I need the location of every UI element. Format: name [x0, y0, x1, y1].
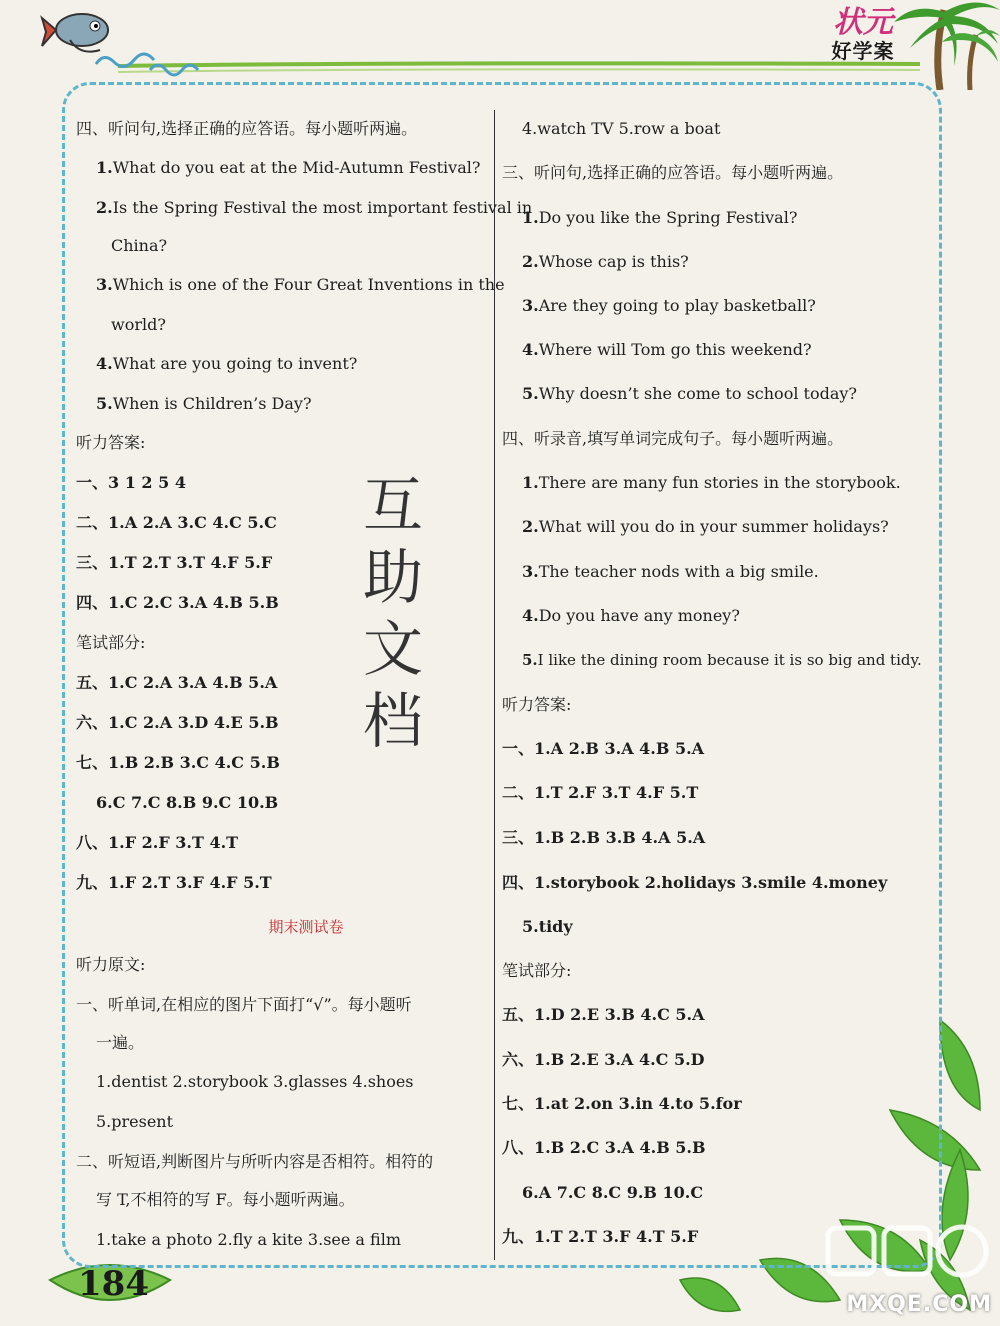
question-item: 1.What do you eat at the Mid-Autumn Festival?: [96, 158, 481, 177]
answer-row: 6.A 7.C 8.C 9.B 10.C: [522, 1183, 704, 1202]
answer-row: 五、1.C 2.A 3.A 4.B 5.A: [76, 673, 278, 692]
question-item: 3.Are they going to play basketball?: [522, 296, 816, 315]
question-item: 1.Do you like the Spring Festival?: [522, 208, 798, 227]
answer-row: 一、3 1 2 5 4: [76, 473, 186, 492]
final-test-title: 期末测试卷: [268, 918, 344, 936]
answer-row: 七、1.B 2.B 3.C 4.C 5.B: [76, 753, 280, 772]
phrase-list: 4.watch TV 5.row a boat: [522, 119, 721, 138]
phrase-list: 1.take a photo 2.fly a kite 3.see a film: [96, 1230, 402, 1249]
sentence-item: 4.Do you have any money?: [522, 606, 740, 625]
written-heading: 笔试部分:: [76, 633, 146, 652]
answer-row: 五、1.D 2.E 3.B 4.C 5.A: [502, 1005, 705, 1024]
answer-row: 四、1.C 2.C 3.A 4.B 5.B: [76, 593, 279, 612]
fish-mascot-icon: [42, 14, 108, 52]
section-heading: 一、听单词,在相应的图片下面打“√”。每小题听: [76, 995, 412, 1014]
answer-row: 三、1.B 2.B 3.B 4.A 5.A: [502, 828, 706, 847]
answer-row: 二、1.A 2.A 3.C 4.C 5.C: [76, 513, 277, 532]
answer-row: 七、1.at 2.on 3.in 4.to 5.for: [502, 1094, 742, 1113]
section-heading: 四、听录音,填写单词完成句子。每小题听两遍。: [502, 429, 844, 448]
question-item: 4.What are you going to invent?: [96, 354, 358, 373]
section-heading: 四、听问句,选择正确的应答语。每小题听两遍。: [76, 119, 418, 138]
section-heading: 二、听短语,判断图片与所听内容是否相符。相符的: [76, 1152, 434, 1171]
question-item: 3.Which is one of the Four Great Inventions in the: [96, 275, 505, 294]
word-list: 1.dentist 2.storybook 3.glasses 4.shoes: [96, 1072, 414, 1091]
sentence-item: 3.The teacher nods with a big smile.: [522, 562, 819, 581]
sentence-item: 5.I like the dining room because it is so big and tidy.: [522, 651, 922, 669]
answer-row: 6.C 7.C 8.B 9.C 10.B: [96, 793, 279, 812]
watermark-text: MXQE.COM: [846, 1292, 992, 1317]
answer-row: 八、1.F 2.F 3.T 4.T: [76, 833, 239, 852]
answer-row: 一、1.A 2.B 3.A 4.B 5.A: [502, 739, 705, 758]
answer-row: 二、1.T 2.F 3.T 4.F 5.T: [502, 783, 699, 802]
sentence-item: 2.What will you do in your summer holidays?: [522, 517, 889, 536]
brand-subtitle: 好学案: [831, 39, 895, 63]
section-heading-cont: 一遍。: [96, 1033, 145, 1052]
question-item: 4.Where will Tom go this weekend?: [522, 340, 812, 359]
handwritten-stamp: 互 助 文 档: [363, 471, 423, 757]
question-item: 2.Is the Spring Festival the most important festival in: [96, 198, 533, 217]
answer-row: 六、1.C 2.A 3.D 4.E 5.B: [76, 713, 279, 732]
question-item: 5.Why doesn’t she come to school today?: [522, 384, 857, 403]
question-item: 2.Whose cap is this?: [522, 252, 689, 271]
written-heading: 笔试部分:: [502, 961, 572, 980]
sentence-item: 1.There are many fun stories in the storybook.: [522, 473, 901, 492]
answer-row: 九、1.T 2.T 3.F 4.T 5.F: [502, 1227, 699, 1246]
question-item-cont: China?: [111, 236, 168, 255]
answers-heading: 听力答案:: [76, 433, 146, 452]
page-number: 184: [78, 1264, 149, 1304]
header: [0, 0, 1000, 90]
brand-logo: [808, 6, 918, 62]
answer-row: 六、1.B 2.E 3.A 4.C 5.D: [502, 1050, 705, 1069]
question-item-cont: world?: [111, 315, 166, 334]
section-heading: 三、听问句,选择正确的应答语。每小题听两遍。: [502, 163, 844, 182]
answer-row: 四、1.storybook 2.holidays 3.smile 4.money: [502, 873, 888, 892]
word-list: 5.present: [96, 1112, 174, 1131]
answer-row: 三、1.T 2.T 3.T 4.F 5.F: [76, 553, 273, 572]
brand-title: 状元: [833, 5, 893, 40]
question-item: 5.When is Children’s Day?: [96, 394, 312, 413]
answers-heading: 听力答案:: [502, 695, 572, 714]
answer-row: 八、1.B 2.C 3.A 4.B 5.B: [502, 1138, 706, 1157]
answer-row: 5.tidy: [522, 917, 573, 936]
transcript-heading: 听力原文:: [76, 955, 146, 974]
section-heading-cont: 写 T,不相符的写 F。每小题听两遍。: [96, 1190, 355, 1209]
answer-row: 九、1.F 2.T 3.F 4.F 5.T: [76, 873, 272, 892]
